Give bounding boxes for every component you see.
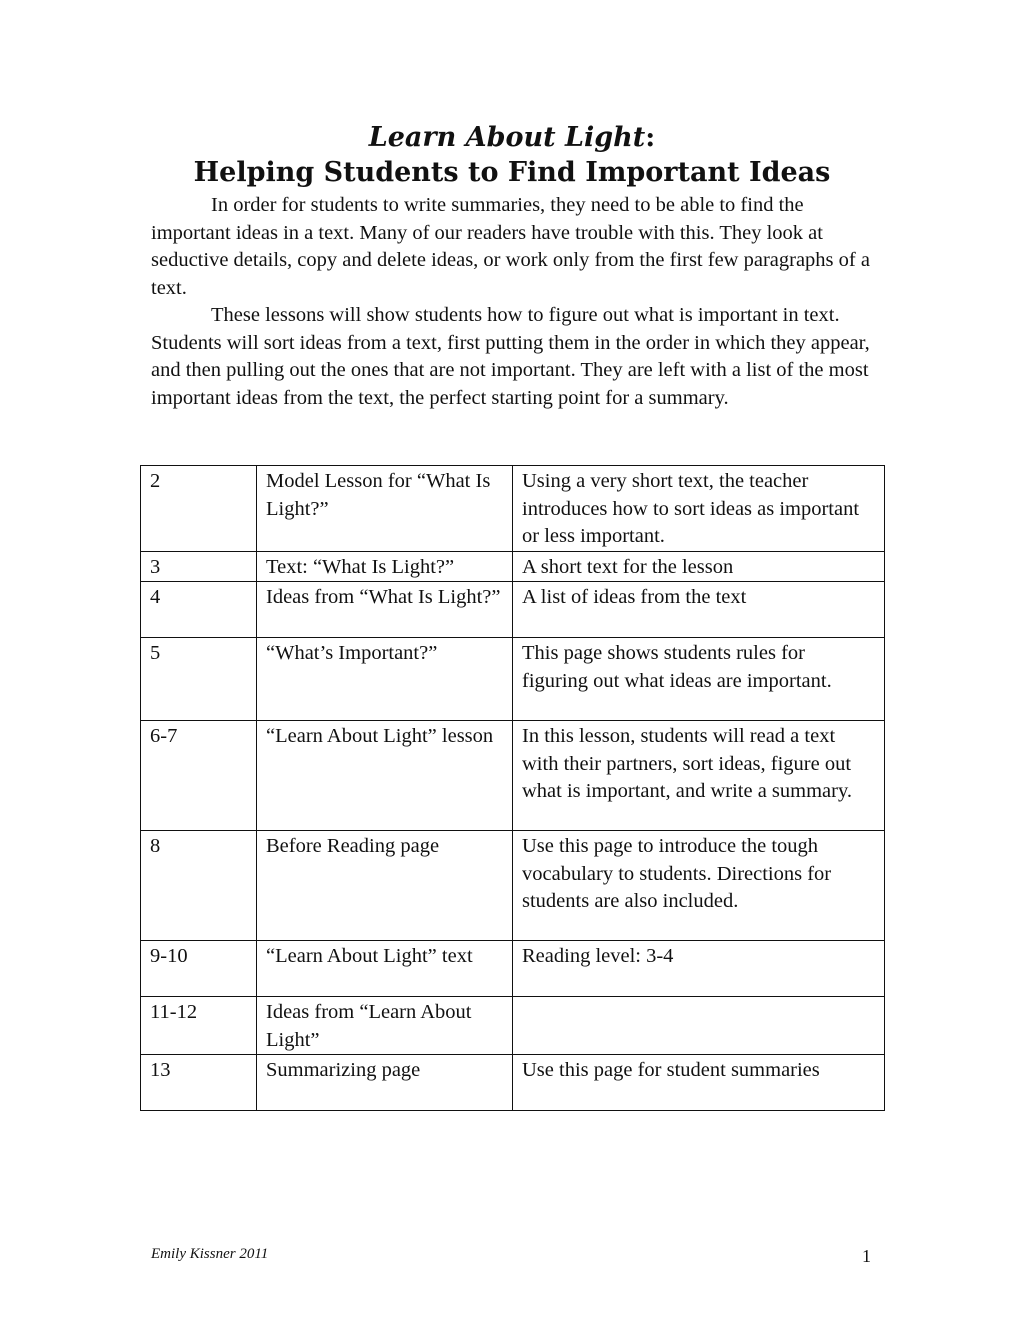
page-cell: 5 [141,638,257,721]
page-cell: 4 [141,582,257,638]
description-cell: A short text for the lesson [513,551,885,582]
page-cell: 2 [141,466,257,552]
document-subtitle: Helping Students to Find Important Ideas [193,157,831,188]
description-cell: Reading level: 3-4 [513,941,885,997]
footer-author: Emily Kissner 2011 [151,1246,269,1262]
intro-section [151,192,881,412]
intro-paragraph: These lessons will show students how to figure out what is important in text. Students will sort ideas from a text, first putting them in the order in which they appear, and then pulling out the ones that are not important. They are left with a list of the most important ideas from the text, the perfect starting point for a summary. [151,304,870,409]
description-cell: In this lesson, students will read a text with their partners, sort ideas, figure out what is important, and write a summary. [513,721,885,831]
item-cell: Before Reading page [257,831,513,941]
page-number: 1 [862,1246,871,1266]
item-cell: “What’s Important?” [257,638,513,721]
item-cell: “Learn About Light” lesson [257,721,513,831]
table-row [141,997,885,1055]
item-cell: “Learn About Light” text [257,941,513,997]
contents-table [140,465,885,1111]
table-row [141,582,885,638]
item-cell: Ideas from “What Is Light?” [257,582,513,638]
table-row [141,721,885,831]
page-cell: 9-10 [141,941,257,997]
table-row [141,831,885,941]
page-cell: 6-7 [141,721,257,831]
intro-paragraph: In order for students to write summaries, they need to be able to find the important ideas in a text. Many of our readers have trouble with this. They look at seductive details, copy and delete ideas, or work only from the first few paragraphs of a text. [151,194,870,299]
description-cell: Use this page to introduce the tough vocabulary to students. Directions for students are also included. [513,831,885,941]
description-cell: This page shows students rules for figuring out what ideas are important. [513,638,885,721]
item-cell: Text: “What Is Light?” [257,551,513,582]
table-row [141,466,885,552]
document-title [0,122,1024,153]
table-row [141,638,885,721]
table-row [141,551,885,582]
item-cell: Summarizing page [257,1055,513,1111]
page-cell: 11-12 [141,997,257,1055]
title-colon: : [645,122,656,153]
table-row [141,1055,885,1111]
page-cell: 3 [141,551,257,582]
table-row [141,941,885,997]
description-cell: Using a very short text, the teacher introduces how to sort ideas as important or less important. [513,466,885,552]
item-cell: Model Lesson for “What Is Light?” [257,466,513,552]
description-cell: Use this page for student summaries [513,1055,885,1111]
title-italic: Learn About Light [368,122,646,153]
page-cell: 8 [141,831,257,941]
description-cell [513,997,885,1055]
page-cell: 13 [141,1055,257,1111]
item-cell: Ideas from “Learn About Light” [257,997,513,1055]
description-cell: A list of ideas from the text [513,582,885,638]
